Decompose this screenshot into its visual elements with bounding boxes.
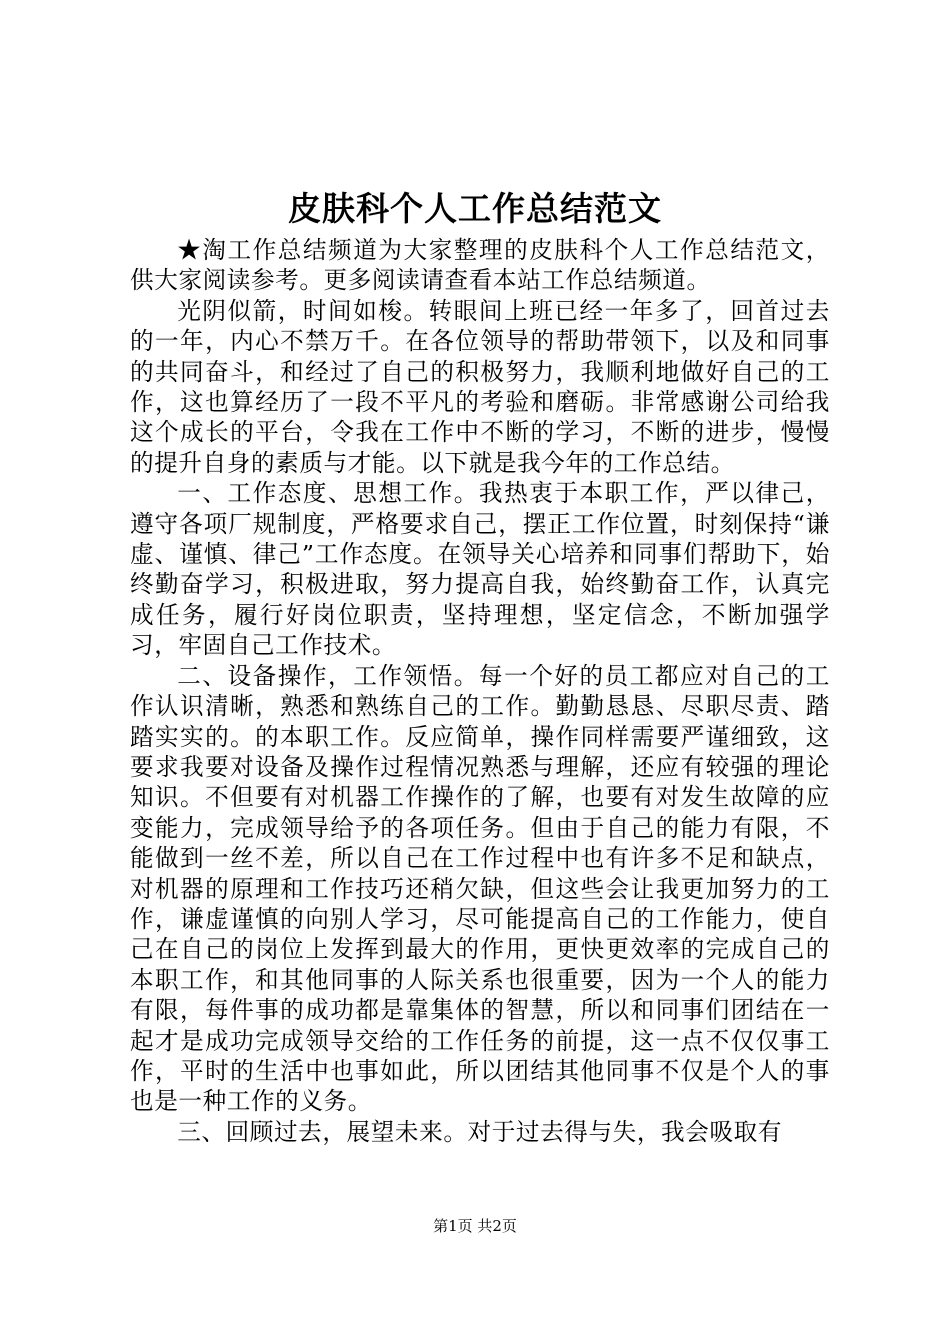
section-two-paragraph: 二、设备操作，工作领悟。每一个好的员工都应对自己的工作认识清晰，熟悉和熟练自己的工作。勤勤恳恳、尽职尽责、踏踏实实的。的本职工作。反应简单，操作同样需要严谨细致，这要求我要对设备及操作过程情况熟悉与理解，还应有较强的理论知识。不但要有对机器工作操作的了解，也要有对发生故障的应变能力，完成领导给予的各项任务。但由于自己的能力有限，不能做到一丝不差，所以自己在工作过程中也有许多不足和缺点，对机器的原理和工作技巧还稍欠缺，但这些会让我更加努力的工作，谦虚谨慎的向别人学习，尽可能提高自己的工作能力，使自己在自己的岗位上发挥到最大的作用，更快更效率的完成自己的本职工作，和其他同事的人际关系也很重要，因为一个人的能力有限，每件事的成功都是靠集体的智慧，所以和同事们团结在一起才是成功完成领导交给的工作任务的前提，这一点不仅仅事工作，平时的生活中也事如此，所以团结其他同事不仅是个人的事也是一种工作的义务。 (130, 661, 830, 1116)
intro-paragraph: ★淘工作总结频道为大家整理的皮肤科个人工作总结范文，供大家阅读参考。更多阅读请查看本站工作总结频道。 (130, 236, 830, 295)
document-title: 皮肤科个人工作总结范文 (288, 189, 662, 228)
section-one-paragraph: 一、工作态度、思想工作。我热衷于本职工作，严以律己，遵守各项厂规制度，严格要求自己，摆正工作位置，时刻保持“谦虚、谨慎、律己”工作态度。在领导关心培养和同事们帮助下，始终勤奋学习，积极进取，努力提高自我，始终勤奋工作，认真完成任务，履行好岗位职责，坚持理想，坚定信念，不断加强学习，牢固自己工作技术。 (130, 479, 830, 660)
document-body (130, 235, 830, 1147)
opening-paragraph: 光阴似箭，时间如梭。转眼间上班已经一年多了，回首过去的一年，内心不禁万千。在各位领导的帮助带领下，以及和同事的共同奋斗，和经过了自己的积极努力，我顺利地做好自己的工作，这也算经历了一段不平凡的考验和磨砺。非常感谢公司给我这个成长的平台，令我在工作中不断的学习，不断的进步，慢慢的提升自身的素质与才能。以下就是我今年的工作总结。 (130, 296, 830, 477)
section-three-paragraph: 三、回顾过去，展望未来。对于过去得与失，我会吸取有 (177, 1117, 783, 1146)
page-number-footer: 第1页 共2页 (433, 1217, 517, 1235)
